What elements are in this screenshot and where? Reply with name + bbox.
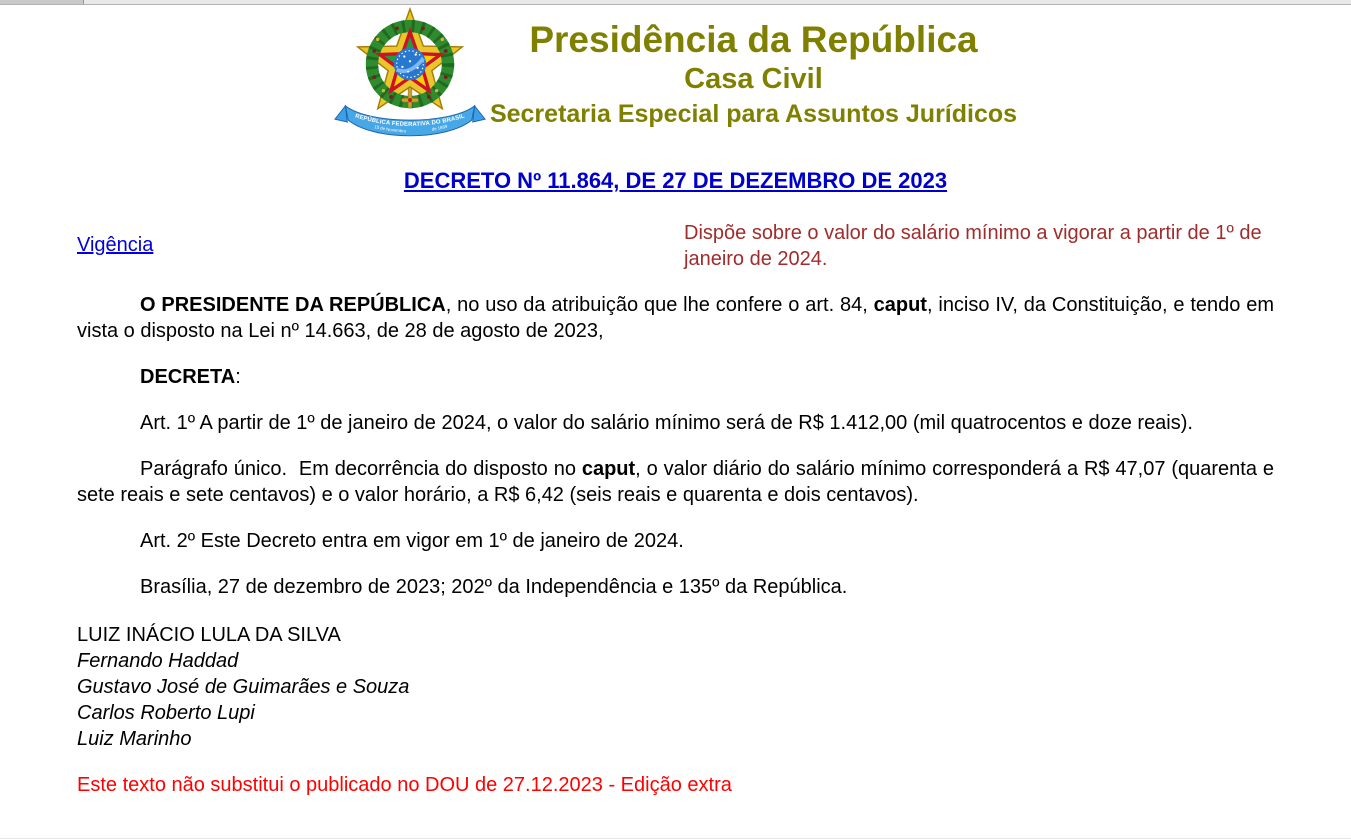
window-top-edge-segment (0, 0, 84, 4)
org-title-casa-civil: Casa Civil (684, 63, 823, 96)
celestial-globe (394, 48, 426, 80)
article-2: Art. 2º Este Decreto entra em vigor em 1º de janeiro de 2024. (140, 530, 684, 552)
page-header (0, 7, 1351, 143)
decree-title-link[interactable]: DECRETO Nº 11.864, DE 27 DE DEZEMBRO DE 2023 (403, 168, 948, 193)
article-1: Art. 1º A partir de 1º de janeiro de 2024, o valor do salário mínimo será de R$ 1.412,00 (mil quatrocentos e doze reais). (140, 412, 1193, 434)
window-top-edge (0, 0, 1351, 5)
ribbon-date-left: 15 de Novembro (373, 124, 407, 134)
signature-minister: Gustavo José de Guimarães e Souza (77, 676, 410, 698)
signature-minister: Fernando Haddad (77, 650, 239, 672)
org-title-presidencia: Presidência da República (529, 19, 978, 61)
signature-date-line: Brasília, 27 de dezembro de 2023; 202º da Independência e 135º da República. (140, 576, 848, 598)
ementa-text: Dispõe sobre o valor do salário mínimo a vigorar a partir de 1º de janeiro de 2024. (684, 222, 1262, 270)
ribbon-banner-text: REPÚBLICA FEDERATIVA DO BRASIL (354, 113, 466, 128)
ribbon-date-right: de 1889 (431, 123, 448, 132)
signature-president: LUIZ INÁCIO LULA DA SILVA (77, 624, 341, 646)
signature-minister: Carlos Roberto Lupi (77, 702, 255, 724)
paragrafo-unico: Parágrafo único. Em decorrência do disposto no caput, o valor diário do salário mínimo corresponderá a R$ 47,07 (quarenta e sete reais e sete centavos) e o valor horário, a R$ 6,42 (seis reais e quarenta e dois centavos). (77, 458, 1274, 506)
signature-minister: Luiz Marinho (77, 728, 192, 750)
decree-title (77, 168, 1274, 194)
dou-publication-note: Este texto não substitui o publicado no DOU de 27.12.2023 - Edição extra (77, 774, 732, 796)
document-body (0, 168, 1351, 797)
header-titles (490, 19, 1017, 130)
decree-preamble: O PRESIDENTE DA REPÚBLICA, no uso da atribuição que lhe confere o art. 84, caput, inciso IV, da Constituição, e tendo em vista o disposto na Lei nº 14.663, de 28 de agosto de 2023, (77, 294, 1275, 342)
decreta-line: DECRETA: (140, 366, 241, 388)
signature-block (77, 622, 1274, 752)
vigencia-link[interactable]: Vigência (77, 234, 154, 256)
org-title-secretaria: Secretaria Especial para Assuntos Jurídicos (489, 100, 1018, 129)
meta-row (77, 220, 1274, 272)
brazil-coat-of-arms-icon (334, 7, 486, 143)
sword-gem (408, 98, 412, 102)
